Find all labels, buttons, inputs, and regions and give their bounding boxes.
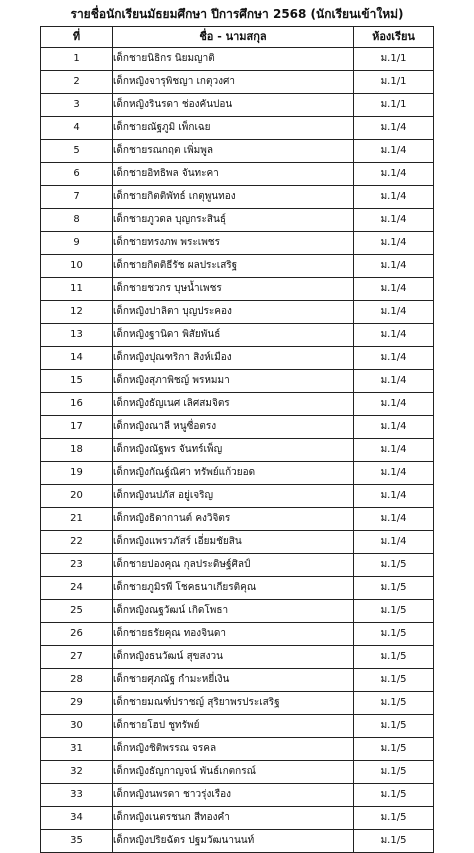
classroom-cell: ม.1/4 <box>354 370 434 393</box>
student-name-cell: เด็กชายณัฐภูมิ เพ็กเฉย <box>113 117 354 140</box>
classroom-cell: ม.1/4 <box>354 140 434 163</box>
classroom-cell: ม.1/4 <box>354 347 434 370</box>
student-name-cell: เด็กหญิงปุณฑริกา สิงห์เมือง <box>113 347 354 370</box>
column-header-classroom: ห้องเรียน <box>354 27 434 48</box>
classroom-cell: ม.1/4 <box>354 255 434 278</box>
table-row <box>41 761 434 784</box>
table-row <box>41 692 434 715</box>
table-row <box>41 531 434 554</box>
classroom-cell: ม.1/5 <box>354 830 434 853</box>
student-name-cell: เด็กชายรณกฤต เพิ่มพูล <box>113 140 354 163</box>
row-number-cell: 28 <box>41 669 113 692</box>
row-number-cell: 30 <box>41 715 113 738</box>
student-name-cell: เด็กชายภูวดล บุญกระสินธุ์ <box>113 209 354 232</box>
table-row <box>41 278 434 301</box>
classroom-cell: ม.1/4 <box>354 278 434 301</box>
student-name-cell: เด็กชายนิธิกร นิยมญาติ <box>113 48 354 71</box>
student-name-cell: เด็กหญิงรินรดา ช่องคันปอน <box>113 94 354 117</box>
student-name-cell: เด็กหญิงธัญกาญจน์ พันธ์เกตกรณ์ <box>113 761 354 784</box>
table-row <box>41 232 434 255</box>
table-row <box>41 347 434 370</box>
row-number-cell: 19 <box>41 462 113 485</box>
table-row <box>41 209 434 232</box>
student-name-cell: เด็กชายศุภณัฐ กำมะหยี่เงิน <box>113 669 354 692</box>
classroom-cell: ม.1/5 <box>354 715 434 738</box>
student-name-cell: เด็กชายทรงภพ พระเพชร <box>113 232 354 255</box>
student-name-cell: เด็กหญิงสุภาพิชญ์ พรหมมา <box>113 370 354 393</box>
student-name-cell: เด็กชายอิทธิพล จันทะคา <box>113 163 354 186</box>
student-name-cell: เด็กชายธรัยคุณ ทองจินดา <box>113 623 354 646</box>
student-name-cell: เด็กชายกิตติธีรัช ผลประเสริฐ <box>113 255 354 278</box>
table-row <box>41 508 434 531</box>
classroom-cell: ม.1/5 <box>354 807 434 830</box>
classroom-cell: ม.1/4 <box>354 163 434 186</box>
row-number-cell: 2 <box>41 71 113 94</box>
student-name-cell: เด็กหญิงนพรดา ชาวรุ่งเรือง <box>113 784 354 807</box>
row-number-cell: 23 <box>41 554 113 577</box>
table-row <box>41 807 434 830</box>
row-number-cell: 12 <box>41 301 113 324</box>
table-row <box>41 646 434 669</box>
classroom-cell: ม.1/4 <box>354 416 434 439</box>
table-row <box>41 830 434 853</box>
column-header-number: ที่ <box>41 27 113 48</box>
classroom-cell: ม.1/5 <box>354 784 434 807</box>
row-number-cell: 34 <box>41 807 113 830</box>
row-number-cell: 6 <box>41 163 113 186</box>
classroom-cell: ม.1/5 <box>354 669 434 692</box>
table-row <box>41 94 434 117</box>
classroom-cell: ม.1/5 <box>354 738 434 761</box>
row-number-cell: 31 <box>41 738 113 761</box>
student-name-cell: เด็กหญิงธนวัฒน์ สุขสงวน <box>113 646 354 669</box>
classroom-cell: ม.1/4 <box>354 117 434 140</box>
table-row <box>41 370 434 393</box>
table-row <box>41 255 434 278</box>
row-number-cell: 25 <box>41 600 113 623</box>
row-number-cell: 29 <box>41 692 113 715</box>
row-number-cell: 33 <box>41 784 113 807</box>
row-number-cell: 24 <box>41 577 113 600</box>
row-number-cell: 8 <box>41 209 113 232</box>
student-name-cell: เด็กหญิงธิดากานต์ คงวิจิตร <box>113 508 354 531</box>
student-name-cell: เด็กหญิงณฐวัฒน์ เกิดโพธา <box>113 600 354 623</box>
table-row <box>41 163 434 186</box>
classroom-cell: ม.1/5 <box>354 646 434 669</box>
column-header-name: ชื่อ - นามสกุล <box>113 27 354 48</box>
classroom-cell: ม.1/4 <box>354 508 434 531</box>
document-title: รายชื่อนักเรียนมัธยมศึกษา ปีการศึกษา 2568 (นักเรียนเข้าใหม่) <box>70 7 404 21</box>
student-name-cell: เด็กหญิงปาลิตา บุญประคอง <box>113 301 354 324</box>
classroom-cell: ม.1/4 <box>354 485 434 508</box>
classroom-cell: ม.1/4 <box>354 186 434 209</box>
classroom-cell: ม.1/4 <box>354 393 434 416</box>
classroom-cell: ม.1/5 <box>354 761 434 784</box>
classroom-cell: ม.1/4 <box>354 531 434 554</box>
table-row <box>41 577 434 600</box>
classroom-cell: ม.1/5 <box>354 623 434 646</box>
row-number-cell: 20 <box>41 485 113 508</box>
table-row <box>41 669 434 692</box>
classroom-cell: ม.1/5 <box>354 600 434 623</box>
row-number-cell: 5 <box>41 140 113 163</box>
table-row <box>41 439 434 462</box>
classroom-cell: ม.1/5 <box>354 554 434 577</box>
row-number-cell: 27 <box>41 646 113 669</box>
classroom-cell: ม.1/4 <box>354 439 434 462</box>
table-row <box>41 623 434 646</box>
student-name-cell: เด็กหญิงเนตรชนก สีทองคำ <box>113 807 354 830</box>
student-name-cell: เด็กหญิงนปภัส อยู่เจริญ <box>113 485 354 508</box>
table-row <box>41 186 434 209</box>
student-name-cell: เด็กหญิงณาลี หนูซื่อตรง <box>113 416 354 439</box>
table-row <box>41 393 434 416</box>
table-row <box>41 715 434 738</box>
table-row <box>41 140 434 163</box>
table-row <box>41 485 434 508</box>
table-row <box>41 554 434 577</box>
student-name-cell: เด็กหญิงกัณฐ์ณิศา ทรัพย์แก้วยอด <box>113 462 354 485</box>
classroom-cell: ม.1/1 <box>354 71 434 94</box>
row-number-cell: 35 <box>41 830 113 853</box>
table-row <box>41 324 434 347</box>
student-name-cell: เด็กชายมณฑ์ปราชญ์ สุริยาพรประเสริฐ <box>113 692 354 715</box>
classroom-cell: ม.1/5 <box>354 692 434 715</box>
table-row <box>41 416 434 439</box>
student-name-cell: เด็กหญิงแพรวภัสร์ เอี่ยมชัยสิน <box>113 531 354 554</box>
row-number-cell: 26 <box>41 623 113 646</box>
row-number-cell: 32 <box>41 761 113 784</box>
table-row <box>41 600 434 623</box>
row-number-cell: 15 <box>41 370 113 393</box>
student-name-cell: เด็กชายภูมิรพี โชคธนาเกียรติคุณ <box>113 577 354 600</box>
table-row <box>41 738 434 761</box>
row-number-cell: 21 <box>41 508 113 531</box>
student-name-cell: เด็กชายชวกร บุษน้ำเพชร <box>113 278 354 301</box>
row-number-cell: 3 <box>41 94 113 117</box>
table-row <box>41 71 434 94</box>
row-number-cell: 10 <box>41 255 113 278</box>
student-name-cell: เด็กหญิงธัญเนศ เลิศสมจิตร <box>113 393 354 416</box>
row-number-cell: 9 <box>41 232 113 255</box>
row-number-cell: 4 <box>41 117 113 140</box>
table-header-row <box>41 27 434 48</box>
classroom-cell: ม.1/4 <box>354 232 434 255</box>
row-number-cell: 1 <box>41 48 113 71</box>
student-roster-table <box>40 26 434 853</box>
row-number-cell: 16 <box>41 393 113 416</box>
row-number-cell: 7 <box>41 186 113 209</box>
student-name-cell: เด็กหญิงชิติพรรณ จรคล <box>113 738 354 761</box>
classroom-cell: ม.1/4 <box>354 209 434 232</box>
student-name-cell: เด็กหญิงจารุพิชญา เกตุวงศา <box>113 71 354 94</box>
table-body <box>41 48 434 853</box>
student-name-cell: เด็กหญิงณัฐพร จันทร์เพ็ญ <box>113 439 354 462</box>
table-row <box>41 117 434 140</box>
student-name-cell: เด็กหญิงฐานิดา พิสัยพันธ์ <box>113 324 354 347</box>
row-number-cell: 14 <box>41 347 113 370</box>
student-name-cell: เด็กชายโฮป ชูทรัพย์ <box>113 715 354 738</box>
row-number-cell: 17 <box>41 416 113 439</box>
row-number-cell: 11 <box>41 278 113 301</box>
row-number-cell: 22 <box>41 531 113 554</box>
table-row <box>41 462 434 485</box>
classroom-cell: ม.1/5 <box>354 577 434 600</box>
table-row <box>41 48 434 71</box>
classroom-cell: ม.1/1 <box>354 94 434 117</box>
table-row <box>41 784 434 807</box>
student-name-cell: เด็กหญิงปริยฉัตร ปฐมวัฒนานนท์ <box>113 830 354 853</box>
row-number-cell: 13 <box>41 324 113 347</box>
table-row <box>41 301 434 324</box>
row-number-cell: 18 <box>41 439 113 462</box>
classroom-cell: ม.1/1 <box>354 48 434 71</box>
student-name-cell: เด็กชายกิตติพัทธ์ เกตุพูนทอง <box>113 186 354 209</box>
classroom-cell: ม.1/4 <box>354 324 434 347</box>
student-name-cell: เด็กชายปองคุณ กุลประดิษฐ์ศิลป์ <box>113 554 354 577</box>
classroom-cell: ม.1/4 <box>354 301 434 324</box>
classroom-cell: ม.1/4 <box>354 462 434 485</box>
